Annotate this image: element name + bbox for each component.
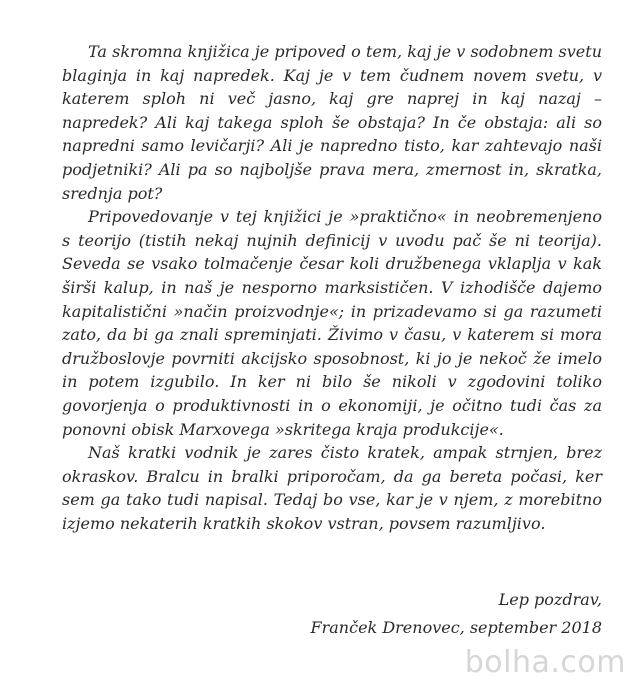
signoff [311, 586, 602, 642]
document-body [62, 40, 602, 535]
paragraph-2: Pripovedovanje v tej knjižici je »praktično« in neobremenjeno s teorijo (tistih nekaj nujnih definicij v uvodu pač še ni teorija). Seveda se vsako tolmačenje česar koli družbenega vklaplja v kak širši kalup, in naš je nesporno marksističen. V izhodišče dajemo kapitalistični »način proizvodnje«; in prizadevamo si ga razumeti zato, da bi ga znali spreminjati. Živimo v času, v katerem si mora družboslovje povrniti akcijsko sposobnost, ki jo je nekoč že imelo in potem izgubilo. In ker ni bilo še nikoli v zgodovini toliko govorjenja o produktivnosti in o ekonomiji, je očitno tudi čas za ponovni obisk Marxovega »skritega kraja produkcije«. [62, 207, 602, 439]
paragraph-3: Naš kratki vodnik je zares čisto kratek, ampak strnjen, brez okraskov. Bralcu in bralki priporočam, da ga bereta počasi, ker sem ga tako tudi napisal. Tedaj bo vse, kar je v njem, z morebitno izjemo nekaterih kratkih skokov vstran, povsem razumljivo. [62, 443, 602, 533]
paragraph-1: Ta skromna knjižica je pripoved o tem, kaj je v sodobnem svetu blaginja in kaj napredek. Kaj je v tem čudnem novem svetu, v katerem sploh ni več jasno, kaj gre naprej in kaj nazaj – napredek? Ali kaj takega sploh še obstaja? In če obstaja: ali so napredni samo levičarji? Ali je napredno tisto, kar zahtevajo naši podjetniki? Ali pa so najboljše prava mera, zmernost in, skratka, srednja pot? [62, 42, 602, 203]
signature: Franček Drenovec, september 2018 [310, 618, 602, 637]
watermark-logo: bolha.com [464, 645, 626, 680]
greeting: Lep pozdrav, [498, 590, 602, 609]
